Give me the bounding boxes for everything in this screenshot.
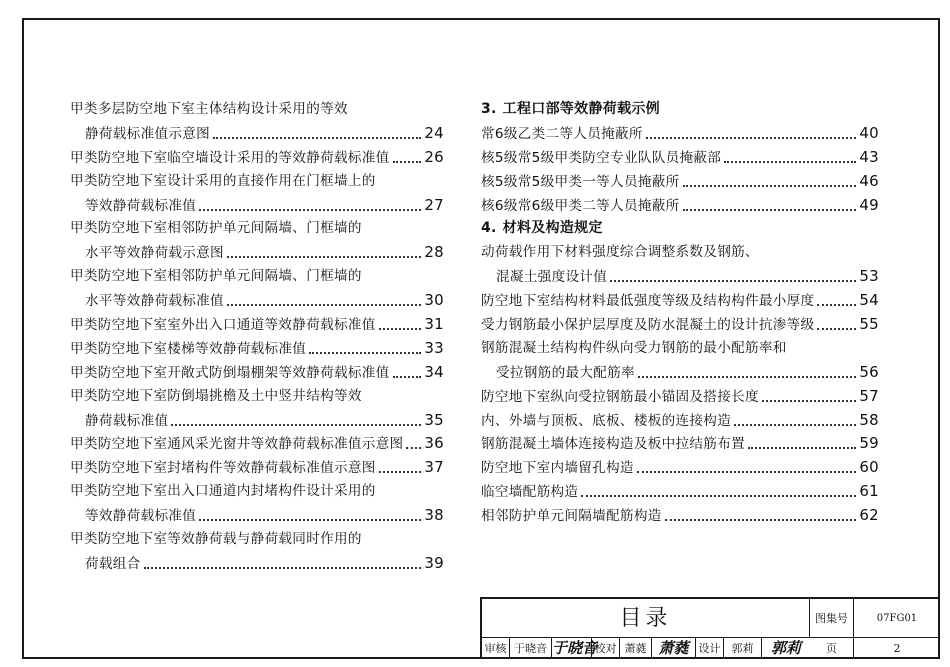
toc-entry-text: 临空墙配筋构造 xyxy=(481,484,579,501)
toc-page-number: 43 xyxy=(859,147,879,166)
dot-leader xyxy=(227,304,421,306)
toc-entry xyxy=(481,122,879,146)
toc-entry xyxy=(481,385,879,409)
toc-entry-text: 混凝土强度设计值 xyxy=(496,269,608,286)
toc-entry xyxy=(481,456,879,480)
toc-entry xyxy=(481,265,879,289)
checker-label: 校对 xyxy=(592,638,620,659)
toc-page-number: 36 xyxy=(424,434,444,453)
toc-entry-text: 甲类防空地下室楼梯等效静荷载标准值 xyxy=(70,340,307,357)
toc-entry-text: 荷载组合 xyxy=(85,555,141,572)
section-heading xyxy=(481,217,879,241)
sheet-title: 目录 xyxy=(482,599,810,638)
dot-leader xyxy=(734,424,856,426)
toc-page-number: 55 xyxy=(859,315,879,334)
dot-leader xyxy=(199,519,421,521)
toc-entry-text: 常6级乙类二等人员掩蔽所 xyxy=(481,125,643,142)
toc-entry xyxy=(481,241,879,265)
toc-page-number: 62 xyxy=(859,506,879,525)
dot-leader xyxy=(406,447,421,449)
page-number-value: 2 xyxy=(893,642,901,655)
toc-entry xyxy=(70,480,444,504)
toc-entry-text: 核6级常6级甲类二等人员掩蔽所 xyxy=(481,197,680,214)
dot-leader xyxy=(393,376,422,378)
toc-entry xyxy=(481,337,879,361)
dot-leader xyxy=(309,352,421,354)
toc-page-number: 56 xyxy=(859,362,879,381)
toc-entry-text: 核5级常5级甲类防空专业队队员掩蔽部 xyxy=(481,149,722,166)
toc-entry xyxy=(70,122,444,146)
dot-leader xyxy=(393,161,422,163)
toc-entry-text: 甲类防空地下室防倒塌挑檐及土中竖井结构等效 xyxy=(70,387,362,404)
toc-entry xyxy=(70,409,444,433)
toc-page-number: 34 xyxy=(424,362,444,381)
dot-leader xyxy=(227,256,421,258)
toc-page-number: 31 xyxy=(424,315,444,334)
toc-left-column xyxy=(70,98,444,576)
toc-entry-text: 受拉钢筋的最大配筋率 xyxy=(496,364,635,381)
toc-entry xyxy=(70,146,444,170)
toc-entry xyxy=(70,552,444,576)
toc-entry-text: 甲类防空地下室设计采用的直接作用在门框墙上的 xyxy=(70,172,376,189)
toc-entry xyxy=(70,265,444,289)
toc-entry xyxy=(70,241,444,265)
toc-entry xyxy=(481,361,879,385)
toc-page-number: 59 xyxy=(859,434,879,453)
toc-page-number: 28 xyxy=(424,243,444,262)
toc-entry xyxy=(70,313,444,337)
toc-entry xyxy=(70,504,444,528)
checker-signature: 萧蕤 xyxy=(652,638,696,659)
toc-entry-text: 内、外墙与顶板、底板、楼板的连接构造 xyxy=(481,412,732,429)
toc-entry-text: 防空地下室结构材料最低强度等级及结构构件最小厚度 xyxy=(481,293,815,310)
toc-page-number: 35 xyxy=(424,410,444,429)
section-title: 材料及构造规定 xyxy=(502,220,603,237)
toc-entry-text: 甲类防空地下室等效静荷载与静荷载同时作用的 xyxy=(70,531,362,548)
toc-entry-text: 甲类防空地下室相邻防护单元间隔墙、门框墙的 xyxy=(70,268,362,285)
dot-leader xyxy=(748,447,856,449)
toc-entry-text: 甲类防空地下室相邻防护单元间隔墙、门框墙的 xyxy=(70,220,362,237)
dot-leader xyxy=(637,471,856,473)
toc-entry xyxy=(70,289,444,313)
toc-page-number: 38 xyxy=(424,506,444,525)
dot-leader xyxy=(379,328,422,330)
toc-entry xyxy=(70,170,444,194)
toc-entry xyxy=(70,98,444,122)
toc-entry-text: 甲类防空地下室封堵构件等效静荷载标准值示意图 xyxy=(70,460,376,477)
dot-leader xyxy=(665,519,857,521)
toc-entry-text: 甲类防空地下室出入口通道内封堵构件设计采用的 xyxy=(70,483,376,500)
dot-leader xyxy=(762,400,856,402)
toc-entry-text: 等效静荷载标准值 xyxy=(85,508,197,525)
toc-page-number: 46 xyxy=(859,171,879,190)
toc-page-number: 27 xyxy=(424,195,444,214)
dot-leader xyxy=(817,328,856,330)
dot-leader xyxy=(638,376,856,378)
toc-page-number: 60 xyxy=(859,458,879,477)
toc-entry-text: 甲类防空地下室通风采光窗井等效静荷载标准值示意图 xyxy=(70,436,404,453)
toc-entry-text: 水平等效静荷载示意图 xyxy=(85,245,224,262)
toc-entry-text: 静荷载标准值示意图 xyxy=(85,125,211,142)
toc-entry-text: 防空地下室纵向受拉钢筋最小锚固及搭接长度 xyxy=(481,388,759,405)
dot-leader xyxy=(144,567,422,569)
page-label: 页 xyxy=(810,638,854,659)
dot-leader xyxy=(199,209,421,211)
toc-entry xyxy=(70,432,444,456)
reviewer-name: 于晓音 xyxy=(510,638,552,659)
toc-entry-text: 受力钢筋最小保护层厚度及防水混凝土的设计抗渗等级 xyxy=(481,317,815,334)
toc-page-number: 53 xyxy=(859,267,879,286)
toc-entry xyxy=(481,409,879,433)
toc-entry xyxy=(70,528,444,552)
toc-page-number: 26 xyxy=(424,147,444,166)
toc-entry xyxy=(481,313,879,337)
dot-leader xyxy=(817,304,856,306)
toc-entry xyxy=(481,432,879,456)
reviewer-signature: 于晓音 xyxy=(552,639,598,657)
toc-entry-text: 甲类防空地下室开敞式防倒塌棚架等效静荷载标准值 xyxy=(70,364,390,381)
toc-entry-text: 动荷载作用下材料强度综合调整系数及钢筋、 xyxy=(481,244,759,261)
toc-entry-text: 甲类多层防空地下室主体结构设计采用的等效 xyxy=(70,101,348,117)
toc-entry xyxy=(70,337,444,361)
dot-leader xyxy=(683,185,857,187)
dot-leader xyxy=(581,495,856,497)
dot-leader xyxy=(724,161,856,163)
signature-row xyxy=(482,638,810,659)
toc-entry-text: 相邻防护单元间隔墙配筋构造 xyxy=(481,508,662,525)
title-block xyxy=(480,597,938,657)
dot-leader xyxy=(213,137,421,139)
checker-name: 萧蕤 xyxy=(620,638,652,659)
toc-page-number: 37 xyxy=(424,458,444,477)
dot-leader xyxy=(646,137,857,139)
section-heading xyxy=(481,98,879,122)
toc-entry xyxy=(70,217,444,241)
toc-entry xyxy=(481,480,879,504)
toc-page-number: 54 xyxy=(859,291,879,310)
designer-name: 郭莉 xyxy=(724,638,762,659)
toc-entry-text: 等效静荷载标准值 xyxy=(85,197,197,214)
toc-entry-text: 静荷载标准值 xyxy=(85,412,169,429)
toc-page-number: 49 xyxy=(859,195,879,214)
toc-entry-text: 水平等效静荷载标准值 xyxy=(85,293,224,310)
section-number: 4. xyxy=(481,220,497,237)
toc-entry xyxy=(481,194,879,218)
toc-entry-text: 甲类防空地下室临空墙设计采用的等效静荷载标准值 xyxy=(70,149,390,166)
toc-page-number: 58 xyxy=(859,410,879,429)
toc-right-column xyxy=(481,98,879,528)
reviewer-label: 审核 xyxy=(482,638,510,659)
toc-page-number: 39 xyxy=(424,553,444,572)
toc-entry xyxy=(70,194,444,218)
toc-page-number: 57 xyxy=(859,386,879,405)
dot-leader xyxy=(171,424,421,426)
toc-entry-text: 防空地下室内墙留孔构造 xyxy=(481,460,634,477)
toc-page-number: 24 xyxy=(424,123,444,142)
dot-leader xyxy=(379,471,422,473)
atlas-number-label: 图集号 xyxy=(810,599,854,638)
toc-entry xyxy=(70,456,444,480)
toc-entry-text: 甲类防空地下室室外出入口通道等效静荷载标准值 xyxy=(70,317,376,334)
toc-entry xyxy=(70,385,444,409)
dot-leader xyxy=(683,209,857,211)
designer-signature: 郭莉 xyxy=(770,639,801,657)
toc-page-number: 61 xyxy=(859,482,879,501)
section-number: 3. xyxy=(481,101,497,117)
section-title: 工程口部等效静荷载示例 xyxy=(502,101,660,117)
toc-entry xyxy=(481,289,879,313)
toc-page-number: 33 xyxy=(424,338,444,357)
toc-entry xyxy=(481,170,879,194)
toc-entry-text: 核5级常5级甲类一等人员掩蔽所 xyxy=(481,173,680,190)
toc-entry-text: 钢筋混凝土墙体连接构造及板中拉结筋布置 xyxy=(481,436,745,453)
atlas-number-value: 07FG01 xyxy=(854,599,940,638)
toc-entry xyxy=(70,361,444,385)
toc-entry xyxy=(481,146,879,170)
toc-page-number: 30 xyxy=(424,291,444,310)
toc-page-number: 40 xyxy=(859,123,879,142)
dot-leader xyxy=(610,280,856,282)
toc-entry xyxy=(481,504,879,528)
toc-entry-text: 钢筋混凝土结构构件纵向受力钢筋的最小配筋率和 xyxy=(481,339,787,356)
designer-label: 设计 xyxy=(696,638,724,659)
